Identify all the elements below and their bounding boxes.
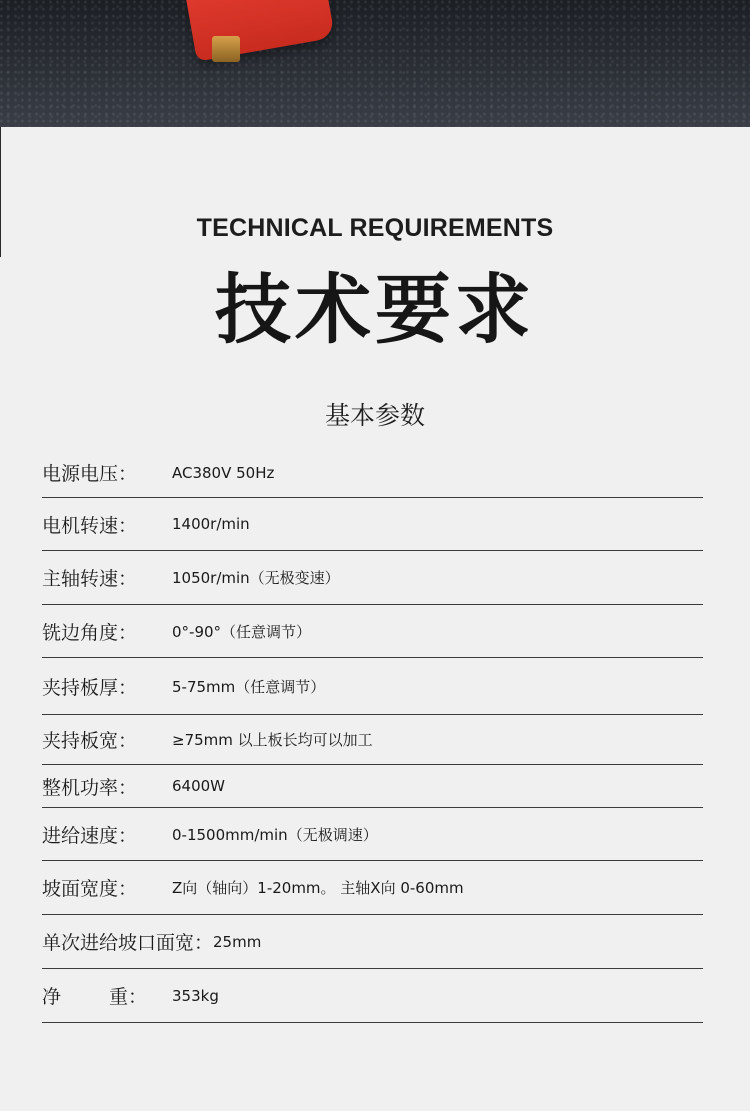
spec-row-clamp-width [42, 715, 703, 765]
spec-label-part: 重： [109, 986, 148, 1008]
spec-label: 电机转速： [42, 514, 138, 537]
spec-row-feed-speed [42, 808, 703, 861]
spec-table [42, 448, 703, 1023]
spec-row-bevel-width [42, 861, 703, 915]
spec-row-clamp-thickness [42, 658, 703, 715]
machine-spindle-image [212, 36, 240, 62]
spec-row-milling-angle [42, 605, 703, 658]
spec-label: 单次进给坡口面宽： [42, 932, 214, 954]
spec-value: AC380V 50Hz [172, 463, 275, 482]
spec-label: 电源电压： [42, 463, 138, 485]
spec-label: 进给速度： [42, 824, 138, 847]
spec-value: 0°-90°（任意调节） [172, 622, 312, 641]
spec-value: 6400W [172, 777, 226, 795]
spec-label: 主轴转速： [42, 568, 138, 590]
spec-label: 坡面宽度： [42, 878, 138, 900]
spec-label-part: 净 [42, 986, 62, 1008]
spec-value: 5-75mm（任意调节） [172, 677, 326, 696]
spec-row-single-feed-width [42, 915, 703, 969]
spec-row-voltage [42, 448, 703, 498]
spec-value: 353kg [172, 986, 219, 1005]
spec-value: 0-1500mm/min（无极调速） [172, 825, 378, 844]
spec-row-motor-speed [42, 498, 703, 551]
title-english: TECHNICAL REQUIREMENTS [196, 214, 554, 242]
spec-label: 夹持板宽： [42, 730, 138, 752]
spec-row-spindle-speed [42, 551, 703, 605]
spec-value: Z向（轴向）1-20mm。 主轴X向 0-60mm [172, 879, 464, 897]
spec-value: 1400r/min [172, 515, 250, 533]
spec-value: 25mm [213, 932, 262, 951]
spec-value: 1050r/min（无极变速） [172, 569, 340, 587]
spec-label: 整机功率： [42, 776, 138, 799]
spec-label [42, 982, 172, 1009]
spec-label: 铣边角度： [42, 621, 138, 644]
spec-label: 夹持板厚： [42, 676, 138, 699]
spec-row-net-weight [42, 969, 703, 1023]
section-title: 基本参数 [324, 401, 425, 430]
title-chinese: 技术要求 [215, 265, 535, 354]
hero-banner [0, 0, 750, 127]
spec-value: ≥75mm 以上板长均可以加工 [172, 731, 373, 749]
machine-image [185, 0, 335, 62]
spec-row-power [42, 765, 703, 808]
